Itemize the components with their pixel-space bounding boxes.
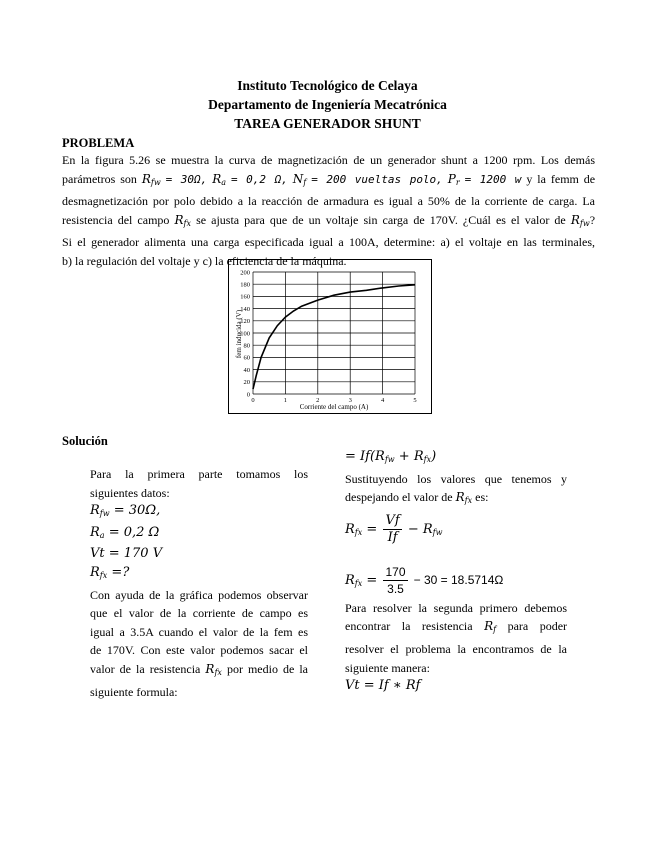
problem-line-5: Si el generador alimenta una carga especificada igual a 100A, determine: a) el voltaje en las terminales,: [62, 235, 595, 250]
y-tick-label: 100: [240, 330, 250, 338]
ra-value: $R_a = 0,2$ Ω: [90, 524, 160, 540]
problem-line-2: parámetros son $R_{fw} = 30\Omega$, $R_a = 0,2$ Ω, $N_f = 200$ vueltas polo, $P_r = 1200$ w y la femm de: [62, 171, 596, 187]
y-tick-label: 80: [243, 342, 250, 350]
y-tick-label: 20: [243, 379, 250, 387]
y-tick-label: 120: [240, 318, 250, 326]
chart-x-label: Corriente del campo (A): [299, 403, 369, 411]
problem-statement: [62, 151, 595, 271]
y-tick-label: 0: [246, 391, 250, 399]
problem-line-6: b) la regulación del voltaje y c) la eficiencia de la máquina.: [62, 253, 347, 268]
problem-line-1: En la figura 5.26 se muestra la curva de magnetización de un generador shunt a 1200 rpm. Los demás: [62, 153, 595, 167]
x-tick-label: 1: [283, 397, 288, 404]
y-tick-label: 60: [243, 354, 250, 362]
x-tick-label: 0: [251, 397, 255, 404]
problem-line-4: resistencia del campo $R_{fx}$ se ajusta para que de un voltaje sin carga de 170V. ¿Cuál es el valor de $R_{fw}$?: [62, 212, 596, 228]
rfx-unknown: $R_{fx}$ =?: [90, 564, 130, 580]
y-tick-label: 200: [240, 269, 250, 277]
x-tick-label: 2: [316, 397, 320, 404]
magnetization-chart: [229, 260, 431, 413]
institute-title: Instituto Tecnológico de Celaya: [237, 78, 418, 93]
y-tick-label: 180: [240, 281, 250, 289]
x-tick-label: 4: [380, 397, 385, 404]
problem-heading: PROBLEMA: [62, 136, 135, 150]
magnetization-chart-frame: [228, 259, 432, 414]
magnetization-curve: [253, 285, 415, 389]
y-tick-label: 140: [240, 305, 250, 313]
y-tick-label: 160: [240, 293, 250, 301]
vt-value: Vt = 170 V: [90, 546, 163, 562]
solution-right-column: = $If(R_{fw} + R_{fx})$ Sustituyendo los valores que tenemos y despejando el valor de $R_{fx}$ es: $R_{fx}$ = $\frac{Vf}{If}$ − $R_{fw}$ $R_{fx}$ = $\frac{170}{3.5}$ − 30 = 18.5714Ω Para resolver la segunda primero debemos encontrar la resistencia $R_f$ para poder resolver el problema la encontramos de la siguiente manera: Vt = If ∗ Rf: [345, 448, 567, 696]
solution-heading: Solución: [62, 434, 108, 448]
x-tick-label: 5: [413, 397, 417, 404]
x-tick-label: 3: [348, 397, 352, 404]
equation-3: $R_{fx}$ = $\frac{170}{3.5}$ − 30 = 18.5714Ω: [345, 564, 504, 596]
assignment-title: TAREA GENERADOR SHUNT: [234, 116, 421, 131]
rfw-value: $R_{fw} = 30\Omega$,: [90, 503, 161, 519]
equation-2: $R_{fx}$ = $\frac{Vf}{If}$ − $R_{fw}$: [345, 512, 443, 545]
equation-1: = $If(R_{fw} + R_{fx})$: [345, 449, 437, 464]
y-tick-label: 40: [243, 366, 250, 374]
chart-y-label: fem inducida (V): [235, 309, 243, 359]
department-title: Departamento de Ingeniería Mecatrónica: [208, 97, 447, 112]
solution-left-column: Para la primera parte tomamos los siguientes datos: $R_{fw} = 30\Omega$, $R_a = 0,2$ Ω Vt = 170 V $R_{fx}$ =? Con ayuda de la gráfica podemos observar que el valor de la corriente de campo es igual a 3.5A cuando el valor de la fem es de 170V. Con este valor podemos sacar el valor de la resistencia $R_{fx}$ por medio de la siguiente formula:: [90, 467, 308, 699]
problem-line-3: desmagnetización por polo debido a la reacción de armadura es igual a 50% de la corriente de carga. La: [62, 194, 595, 209]
equation-4: Vt = If ∗ Rf: [345, 678, 421, 694]
